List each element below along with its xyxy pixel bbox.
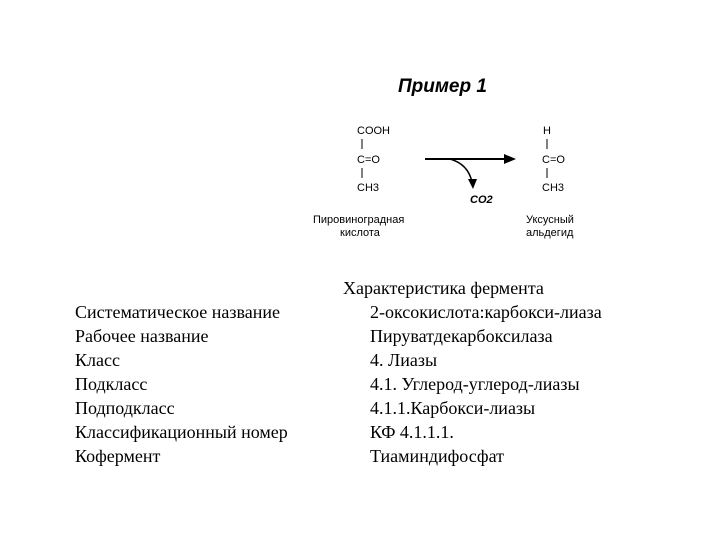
reaction-arrow	[425, 154, 516, 189]
substrate-bottom-group: CH3	[357, 182, 380, 194]
product-name-line2: альдегид	[526, 227, 574, 239]
table-header: Характеристика фермента	[343, 278, 544, 298]
byproduct-label: CO2	[470, 194, 493, 206]
row-key: Кофермент	[75, 446, 161, 466]
reaction-scheme	[300, 118, 620, 248]
substrate-name-line2: кислота	[340, 227, 380, 239]
product-bottom-group: CH3	[542, 182, 565, 194]
page-title: Пример 1	[398, 76, 487, 97]
row-value: 4. Лиазы	[370, 350, 438, 370]
row-value: 4.1. Углерод-углерод-лиазы	[370, 374, 580, 394]
substrate-middle-group: C=O	[357, 154, 380, 166]
row-key: Подкласс	[75, 374, 148, 394]
row-key: Рабочее название	[75, 326, 209, 346]
substrate-name-line1: Пировиноградная	[313, 214, 405, 226]
substrate-structure	[357, 125, 390, 194]
product-name-line1: Уксусный	[526, 214, 574, 226]
row-key: Классификационный номер	[75, 422, 288, 442]
product-middle-group: C=O	[542, 154, 565, 166]
row-value: Пируватдекарбоксилаза	[370, 326, 553, 346]
row-value: КФ 4.1.1.1.	[370, 422, 454, 442]
product-top-group: H	[543, 125, 551, 137]
row-value: Тиаминдифосфат	[370, 446, 504, 466]
row-key: Подподкласс	[75, 398, 175, 418]
row-key: Систематическое название	[75, 302, 281, 322]
row-key: Класс	[75, 350, 120, 370]
product-structure	[542, 125, 565, 194]
row-value: 4.1.1.Карбокси-лиазы	[370, 398, 536, 418]
substrate-top-group: COOH	[357, 125, 390, 137]
row-value: 2-оксокислота:карбокси-лиаза	[370, 302, 602, 322]
